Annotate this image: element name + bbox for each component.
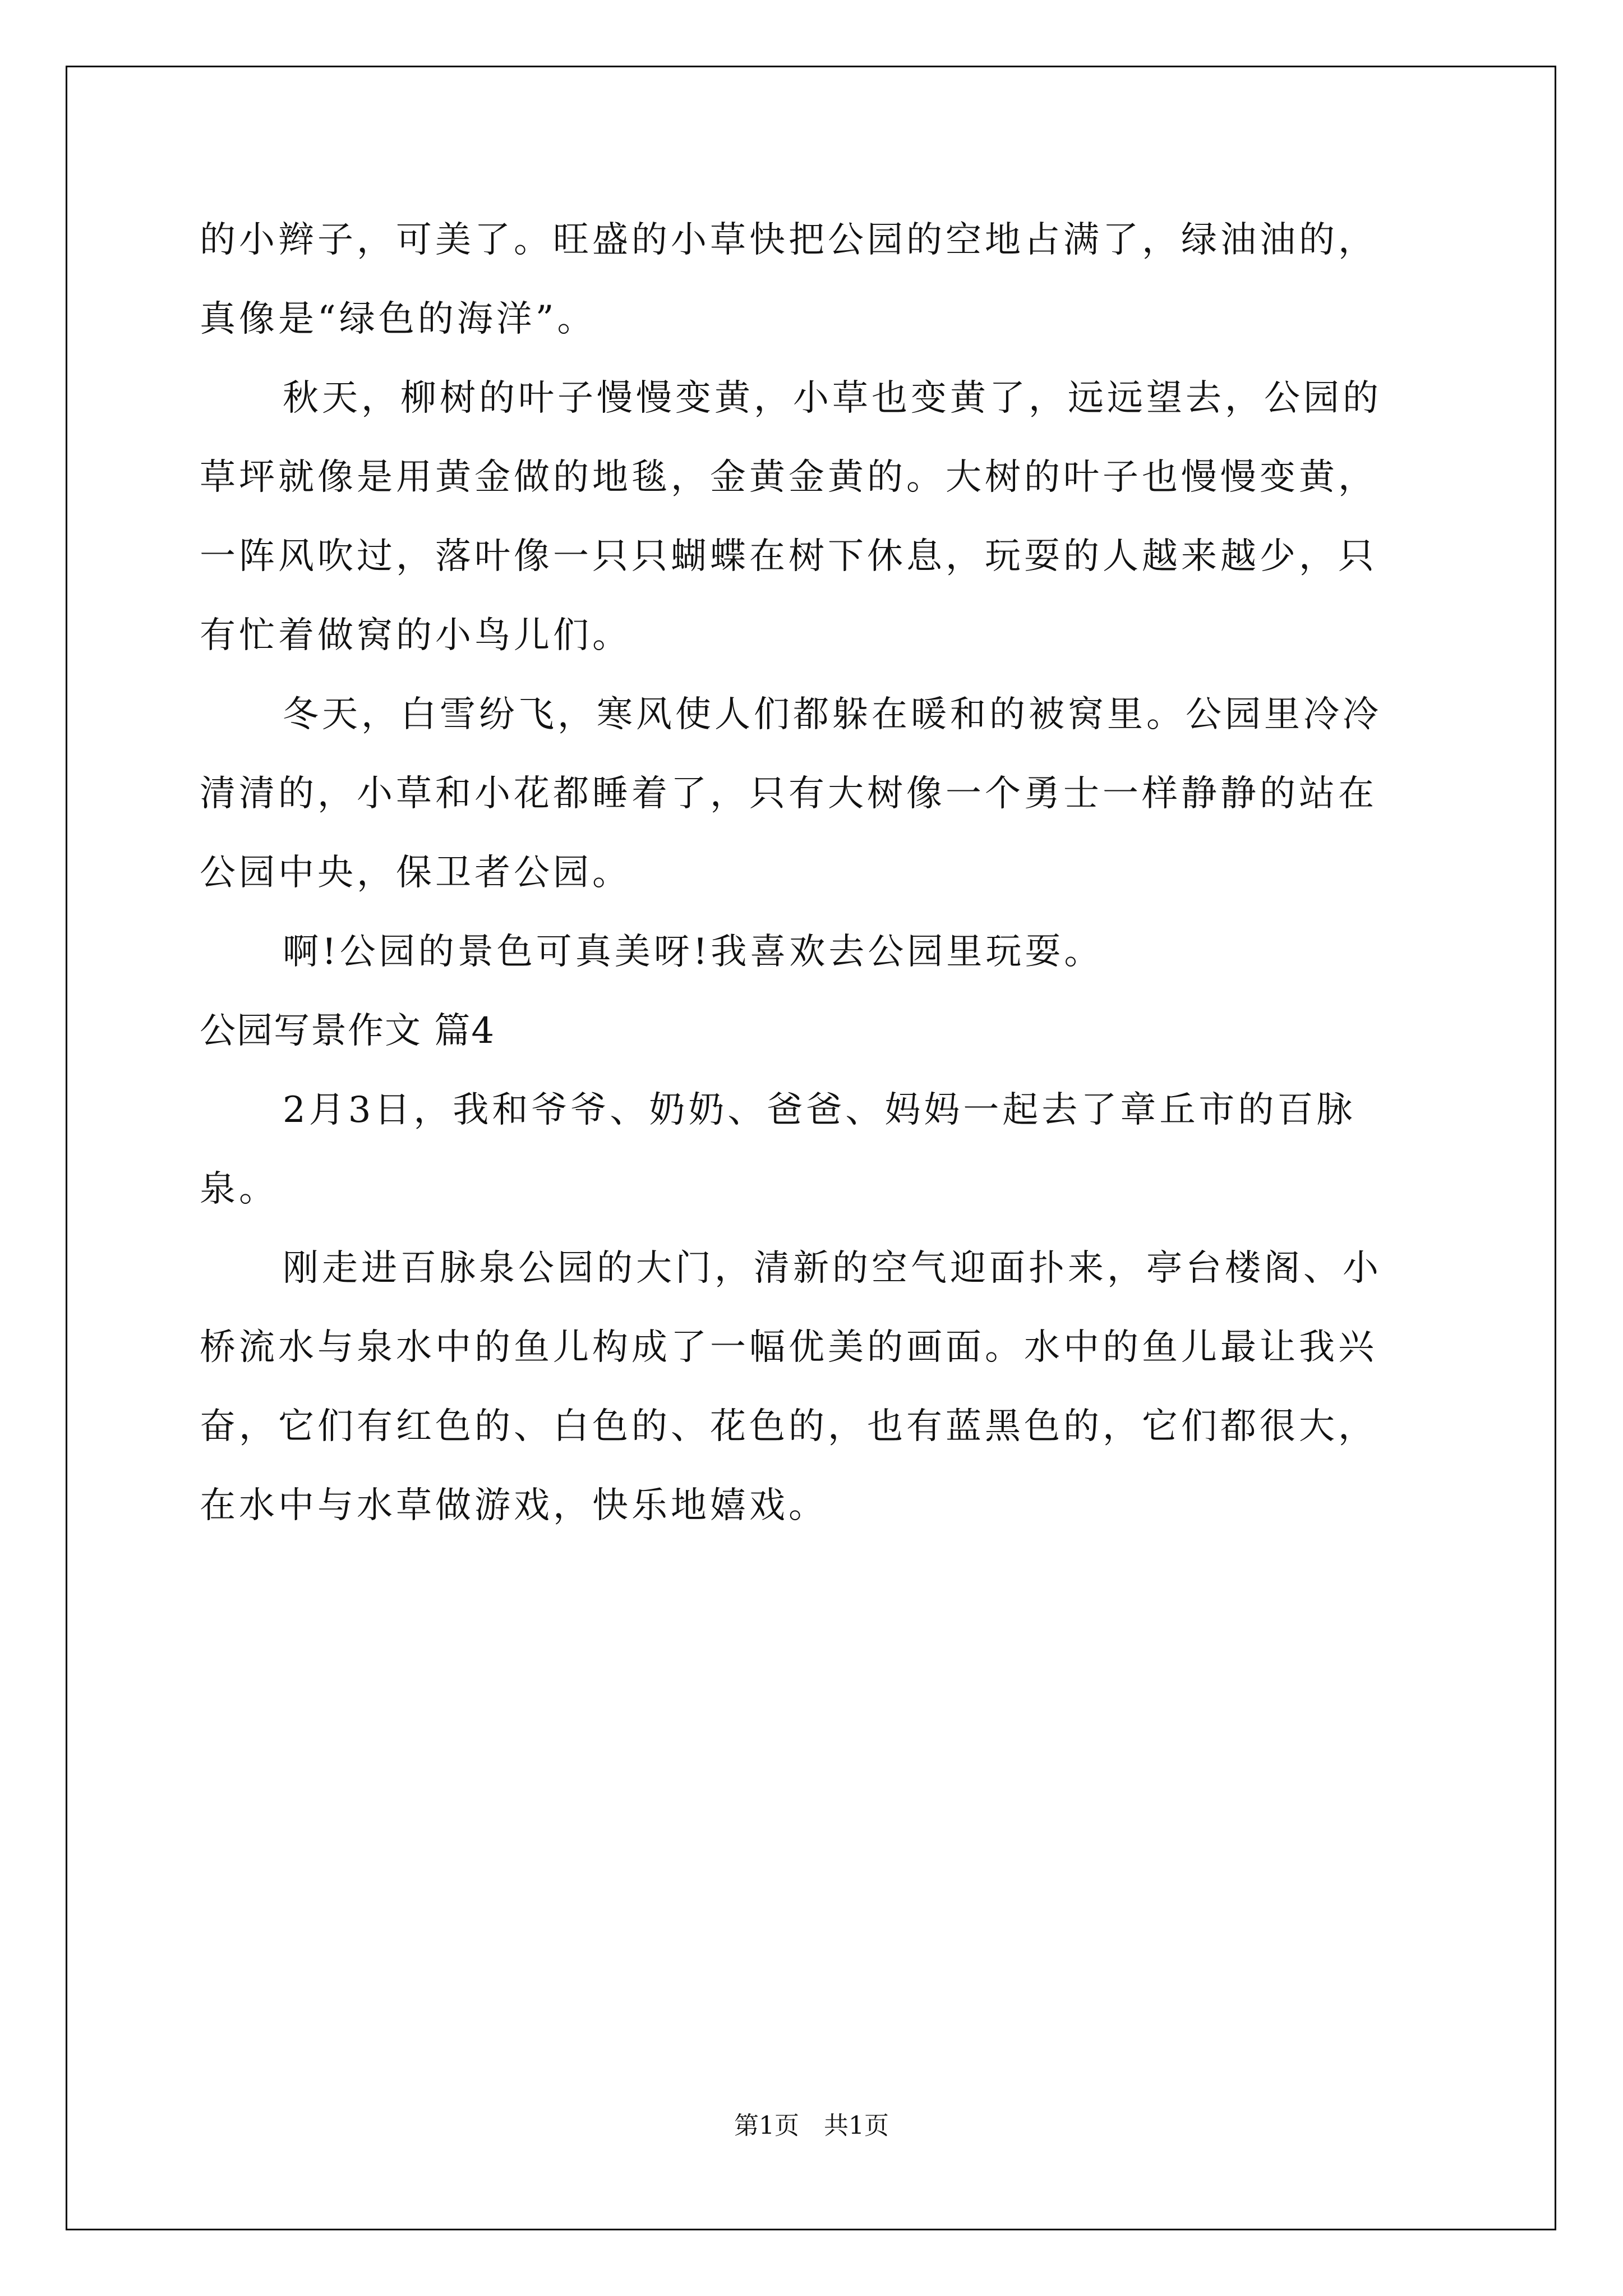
text-line-5: 一阵风吹过，落叶像一只只蝴蝶在树下休息，玩耍的人越来越少，只	[200, 536, 1377, 577]
text-line-7: 冬天，白雪纷飞，寒风使人们都躲在暖和的被窝里。公园里冷冷	[283, 694, 1382, 735]
text-line-15: 桥流水与泉水中的鱼儿构成了一幅优美的画面。水中的鱼儿最让我兴	[200, 1327, 1377, 1368]
text-line-2: 真像是“绿色的海洋”。	[200, 298, 597, 340]
text-line-1: 的小辫子，可美了。旺盛的小草快把公园的空地占满了，绿油油的，	[200, 219, 1377, 261]
text-line-3: 秋天，柳树的叶子慢慢变黄，小草也变黄了，远远望去，公园的	[283, 378, 1382, 419]
text-line-13: 泉。	[200, 1168, 278, 1210]
page-footer: 第1页 共1页	[734, 2111, 889, 2140]
section-heading: 公园写景作文 篇4	[200, 1010, 496, 1052]
text-line-10: 啊!公园的景色可真美呀!我喜欢去公园里玩耍。	[283, 931, 1104, 973]
text-line-4: 草坪就像是用黄金做的地毯，金黄金黄的。大树的叶子也慢慢变黄，	[200, 457, 1377, 498]
text-line-8: 清清的，小草和小花都睡着了，只有大树像一个勇士一样静静的站在	[200, 773, 1377, 815]
text-line-14: 刚走进百脉泉公园的大门，清新的空气迎面扑来，亭台楼阁、小	[283, 1248, 1382, 1289]
text-line-16: 奋，它们有红色的、白色的、花色的，也有蓝黑色的，它们都很大，	[200, 1406, 1377, 1447]
document-body	[200, 213, 1428, 1558]
text-line-12: 2月3日，我和爷爷、奶奶、爸爸、妈妈一起去了章丘市的百脉	[283, 1089, 1356, 1131]
text-line-6: 有忙着做窝的小鸟儿们。	[200, 615, 631, 656]
text-line-17: 在水中与水草做游戏，快乐地嬉戏。	[200, 1485, 828, 1526]
text-line-9: 公园中央，保卫者公园。	[200, 852, 631, 894]
